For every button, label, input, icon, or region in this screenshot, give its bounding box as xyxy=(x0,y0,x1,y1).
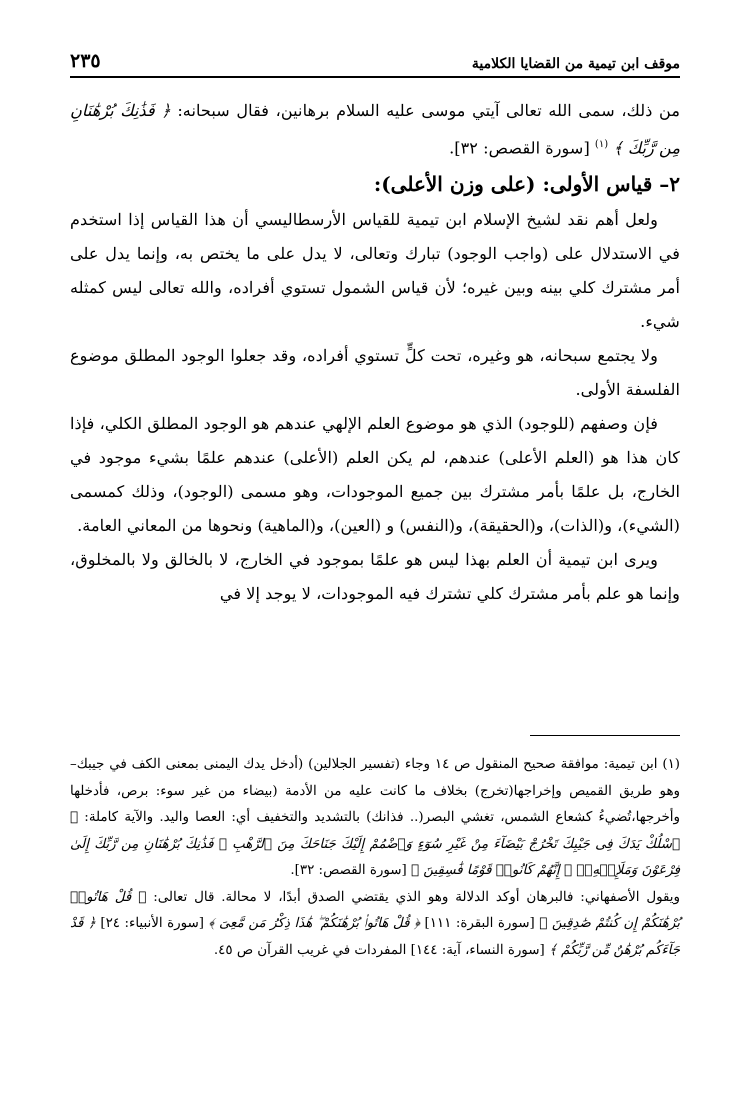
footnote-2-ref-1: [سورة البقرة: ١١١] xyxy=(419,916,540,931)
paragraph-5: ويرى ابن تيمية أن العلم بهذا ليس هو علمًا بموجود في الخارج، لا بالخالق ولا بالمخلوق، وإنما هو علم بأمر مشترك كلي تشترك فيه الموجودات، لا يوجد إلا في xyxy=(70,550,680,604)
footnote-2-quran-2: ﴿ قُلْ هَاتُوا۟ بُرْهَٰنَكُمْ ۖ هَٰذَا ذِكْرُ مَن مَّعِىَ ﴾ xyxy=(208,916,420,931)
footnote-divider xyxy=(530,735,680,736)
paragraph-4: فإن وصفهم (للوجود) الذي هو موضوع العلم الإلهي عندهم هو الوجود المطلق الكلي، فإذا كان هذا هو (العلم الأعلى) عندهم، لم يكن العلم (الأعلى) عندهم علمًا بشيء موجود في الخارج، بل علمًا بأمر مشترك بين جميع الموجودات، وهو مسمى (الوجود)، وذلك كمسمى (الشيء)، و(الذات)، و(الحقيقة)، و(النفس) و (العين)، و(الماهية) ونحوها من المعاني العامة. xyxy=(70,414,680,536)
footnote-2-quran-3: ﴿ قَدْ جَآءَكُم بُرْهَٰنٌ مِّن رَّبِّكُمْ ﴾ xyxy=(70,916,680,958)
page-number: ٢٣٥ xyxy=(70,50,101,72)
footnotes xyxy=(70,752,680,964)
footnote-ref: (١) xyxy=(594,139,609,150)
quran-verse: ﴿ فَذَٰنِكَ بُرْهَٰنَانِ مِن رَّبِّكَ ﴾ xyxy=(70,101,680,158)
footnote-1-quran: ﴿ ٱسْلُكْ يَدَكَ فِى جَيْبِكَ تَخْرُجْ بَيْضَآءَ مِنْ غَيْرِ سُوٓءٍ وَٱضْمُمْ إِلَيْكَ جَنَاحَكَ مِنَ ٱلرَّهْبِ ۖ فَذَٰنِكَ بُرْهَٰنَانِ مِن رَّبِّكَ إِلَىٰ فِرْعَوْنَ وَمَلَإِي۟هِۦٓ ۚ إِنَّهُمْ كَانُوا۟ قَوْمًا فَٰسِقِينَ ﴾ xyxy=(70,810,680,878)
running-title: موقف ابن تيمية من القضايا الكلامية xyxy=(471,56,680,72)
body-text xyxy=(70,94,680,611)
footnote-2-ref-2: [سورة الأنبياء: ٢٤] xyxy=(95,916,209,931)
footnote-1-marker: (١) xyxy=(662,757,681,772)
footnote-2-quran-1: ﴿ قُلْ هَاتُوا۟ بُرْهَٰنَكُمْ إِن كُنتُمْ صَٰدِقِينَ ﴾ xyxy=(70,889,680,931)
surah-reference: [سورة القصص: ٣٢]. xyxy=(449,138,595,158)
footnote-2-ref-3: [سورة النساء، آية: ١٤٤] المفردات في غريب القرآن ص ٤٥. xyxy=(213,942,549,958)
section-heading: ٢– قياس الأولى: (على وزن الأعلى): xyxy=(373,172,680,197)
paragraph-2: ولعل أهم نقد لشيخ الإسلام ابن تيمية للقياس الأرسطاليسي أن هذا القياس إذا استخدم في الاستدلال على (واجب الوجود) تبارك وتعالى، لا يدل على ما يختص به، وإنما يدل على أمر مشترك كلي بينه وبين غيره؛ لأن قياس الشمول تستوي أفراده، والله تعالى ليس كمثله شيء. xyxy=(70,210,680,332)
paragraph-3: ولا يجتمع سبحانه، هو وغيره، تحت كلٍّ تستوي أفراده، وقد جعلوا الوجود المطلق موضوع الفلسفة الأولى. xyxy=(70,346,680,400)
footnote-1 xyxy=(70,752,680,885)
footnote-1-surah: [سورة القصص: ٣٢]. xyxy=(290,863,412,878)
footnote-1-text: ابن تيمية: موافقة صحيح المنقول ص ١٤ وجاء (تفسير الجلالين) (أدخل يدك اليمنى بمعنى الكف في جيبك– وهو طريق القميص وإخراجها(تخرج) بخلاف ما كانت عليه من الأدمة (بيضاء من غير سوء: برص، فأدخلها وأخرجها،تُضيءُ كشعاع الشمس، تغشي البصر(.. فذانك) بالتشديد والتخفيف أي: العصا واليد. والآية كاملة: xyxy=(70,757,680,825)
paragraph-1 xyxy=(70,94,680,165)
footnote-2 xyxy=(70,885,680,965)
page-header xyxy=(70,50,680,78)
paragraph-1-text: من ذلك، سمى الله تعالى آيتي موسى عليه السلام برهانين، فقال سبحانه: xyxy=(170,101,680,120)
footnote-2-text: ويقول الأصفهاني: فالبرهان أوكد الدلالة وهو الذي يقتضي الصدق أبدًا، لا محالة. قال تعالى: xyxy=(146,889,680,905)
